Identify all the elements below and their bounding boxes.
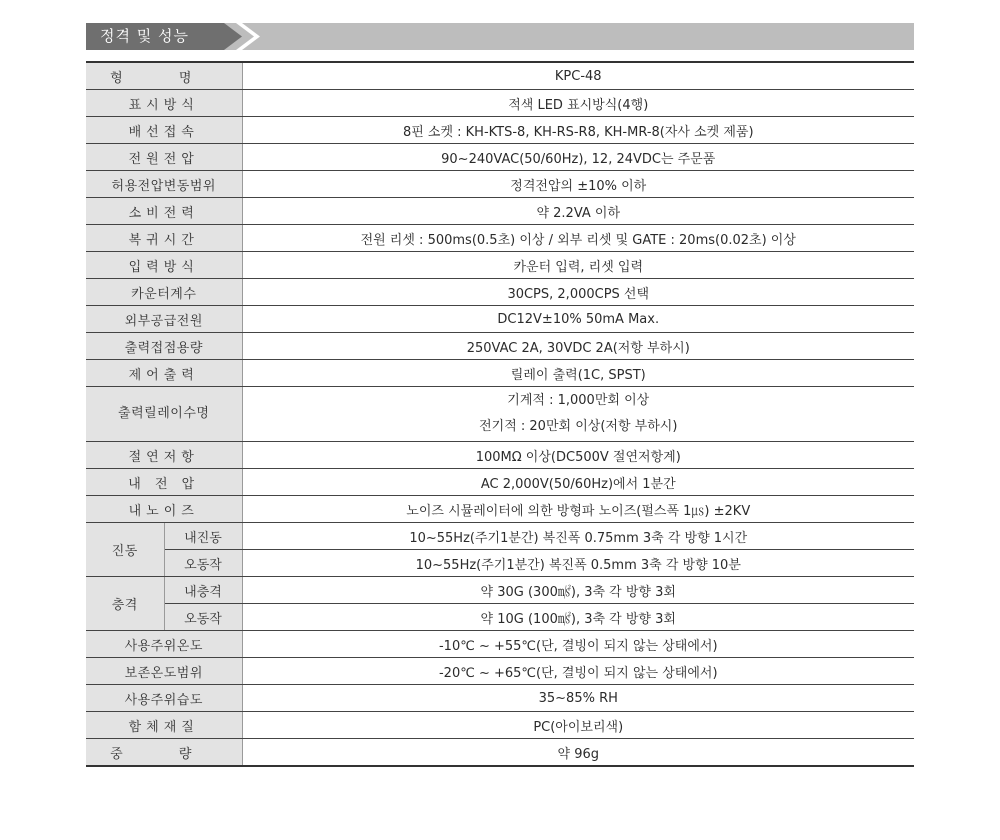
table-row (86, 496, 914, 523)
row-value-supply-voltage: 90~240VAC(50/60Hz), 12, 24VDC는 주문품 (242, 144, 914, 171)
table-row (86, 631, 914, 658)
row-value-wiring: 8핀 소켓 : KH-KTS-8, KH-RS-R8, KH-MR-8(자사 소켓 제품) (242, 117, 914, 144)
table-row (86, 62, 914, 90)
table-row (86, 279, 914, 306)
row-value-power-consumption: 약 2.2VA 이하 (242, 198, 914, 225)
row-label-storage-temp: 보존온도범위 (86, 658, 242, 685)
row-value-control-output: 릴레이 출력(1C, SPST) (242, 360, 914, 387)
table-row (86, 658, 914, 685)
table-row (86, 171, 914, 198)
spec-table (86, 61, 914, 767)
row-value-display: 적색 LED 표시방식(4행) (242, 90, 914, 117)
table-row (86, 550, 914, 577)
row-label-case-material: 함체재질 (86, 712, 242, 739)
row-value-contact-capacity: 250VAC 2A, 30VDC 2A(저항 부하시) (242, 333, 914, 360)
row-label-weight: 중 량 (86, 739, 242, 767)
table-row (86, 360, 914, 387)
row-label-noise: 내노이즈 (86, 496, 242, 523)
row-value-allowable-range: 정격전압의 ±10% 이하 (242, 171, 914, 198)
table-row (86, 225, 914, 252)
row-sublabel-vibration-malfunction: 오동작 (164, 550, 242, 577)
row-label-relay-life: 출력릴레이수명 (86, 387, 242, 442)
row-label-wiring: 배선접속 (86, 117, 242, 144)
row-value-shock-malfunction: 약 10G (100㎨), 3축 각 방향 3회 (242, 604, 914, 631)
table-row (86, 306, 914, 333)
table-row (86, 604, 914, 631)
row-value-case-material: PC(아이보리색) (242, 712, 914, 739)
table-row (86, 333, 914, 360)
table-row (86, 117, 914, 144)
row-value-shock-durability: 약 30G (300㎨), 3축 각 방향 3회 (242, 577, 914, 604)
row-sublabel-shock-malfunction: 오동작 (164, 604, 242, 631)
row-value-model: KPC-48 (242, 62, 914, 90)
row-label-ambient-humidity: 사용주위습도 (86, 685, 242, 712)
table-row (86, 712, 914, 739)
table-row (86, 739, 914, 767)
row-label-vibration: 진동 (86, 523, 164, 577)
row-label-allowable-range: 허용전압변동범위 (86, 171, 242, 198)
row-label-external-supply: 외부공급전원 (86, 306, 242, 333)
table-row (86, 387, 914, 442)
row-sublabel-vibration-durability: 내진동 (164, 523, 242, 550)
table-row (86, 252, 914, 279)
relay-life-mechanical: 기계적 : 1,000만회 이상 (507, 393, 650, 408)
row-label-model: 형 명 (86, 62, 242, 90)
row-value-vibration-malfunction: 10~55Hz(주기1분간) 복진폭 0.5mm 3축 각 방향 10분 (242, 550, 914, 577)
row-value-ambient-temp: -10℃ ~ +55℃(단, 결빙이 되지 않는 상태에서) (242, 631, 914, 658)
row-value-external-supply: DC12V±10% 50mA Max. (242, 306, 914, 333)
table-row (86, 577, 914, 604)
table-row (86, 90, 914, 117)
table-row (86, 144, 914, 171)
row-value-input-method: 카운터 입력, 리셋 입력 (242, 252, 914, 279)
relay-life-electrical: 전기적 : 20만회 이상(저항 부하시) (479, 419, 678, 434)
row-label-counting-speed: 카운터계수 (86, 279, 242, 306)
row-label-display: 표시방식 (86, 90, 242, 117)
row-label-dielectric: 내 전 압 (86, 469, 242, 496)
row-value-weight: 약 96g (242, 739, 914, 767)
row-value-counting-speed: 30CPS, 2,000CPS 선택 (242, 279, 914, 306)
section-title: 정격 및 성능 (100, 27, 189, 45)
row-label-control-output: 제어출력 (86, 360, 242, 387)
row-value-storage-temp: -20℃ ~ +65℃(단, 결빙이 되지 않는 상태에서) (242, 658, 914, 685)
table-row (86, 198, 914, 225)
row-value-dielectric: AC 2,000V(50/60Hz)에서 1분간 (242, 469, 914, 496)
row-label-supply-voltage: 전원전압 (86, 144, 242, 171)
table-row (86, 523, 914, 550)
section-header (86, 23, 914, 50)
row-label-insulation: 절연저항 (86, 442, 242, 469)
row-value-relay-life (242, 387, 914, 442)
row-value-insulation: 100MΩ 이상(DC500V 절연저항계) (242, 442, 914, 469)
row-label-input-method: 입력방식 (86, 252, 242, 279)
row-label-shock: 충격 (86, 577, 164, 631)
row-value-vibration-durability: 10~55Hz(주기1분간) 복진폭 0.75mm 3축 각 방향 1시간 (242, 523, 914, 550)
row-value-reset-time: 전원 리셋 : 500ms(0.5초) 이상 / 외부 리셋 및 GATE : 20ms(0.02초) 이상 (242, 225, 914, 252)
table-row (86, 685, 914, 712)
row-label-contact-capacity: 출력접점용량 (86, 333, 242, 360)
row-label-ambient-temp: 사용주위온도 (86, 631, 242, 658)
row-label-reset-time: 복귀시간 (86, 225, 242, 252)
row-label-power-consumption: 소비전력 (86, 198, 242, 225)
table-row (86, 469, 914, 496)
row-value-noise: 노이즈 시뮬레이터에 의한 방형파 노이즈(펄스폭 1㎲) ±2KV (242, 496, 914, 523)
row-sublabel-shock-durability: 내충격 (164, 577, 242, 604)
row-value-ambient-humidity: 35~85% RH (242, 685, 914, 712)
table-row (86, 442, 914, 469)
